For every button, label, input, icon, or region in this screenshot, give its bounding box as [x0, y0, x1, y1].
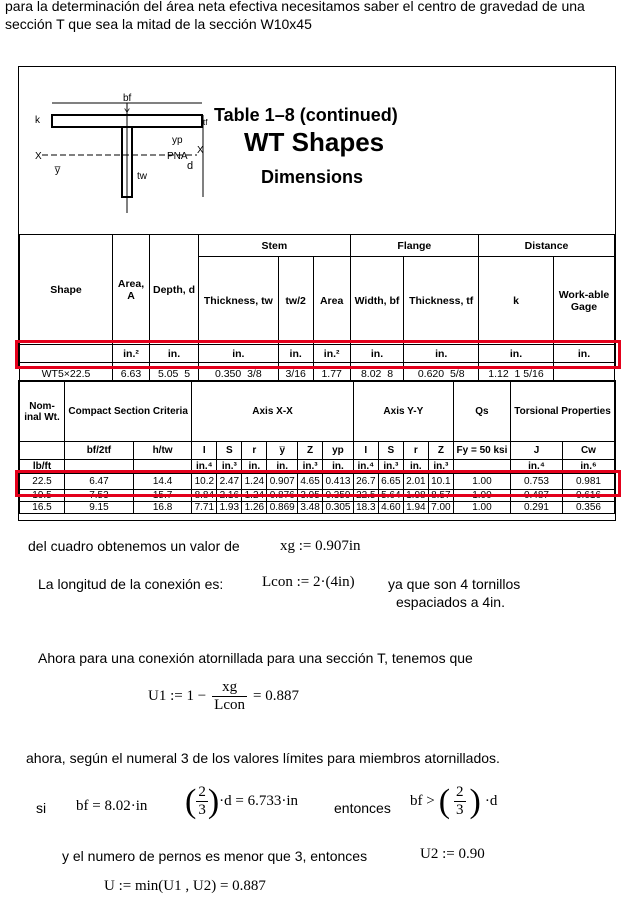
col-nominal: Nom-inal Wt.: [20, 382, 65, 442]
label-yp: yp: [172, 135, 183, 146]
u2-expression: U2 := 0.90: [420, 846, 485, 862]
bf-comparison: bf > ( $\frac{2}{3}$ ) ·d: [410, 782, 498, 820]
wt-properties-table: [18, 380, 616, 521]
table-section: Dimensions: [261, 167, 364, 187]
units-row: in.² in. in. in. in.² in. in. in. in.: [20, 345, 615, 363]
col-width: Width, bf: [350, 257, 404, 345]
u1-left: U1 := 1 −: [148, 687, 207, 704]
text-line-2c: espaciados a 4in.: [396, 594, 505, 610]
label-ybar: y̅: [55, 165, 60, 176]
table-row: 22.5 6.47 14.4 10.2 2.47 1.24 0.907 4.65 0.413 26.7 6.65 2.01 10.1 1.00 0.753 0.981: [20, 474, 615, 490]
col-tw2: tw/2: [278, 257, 313, 345]
d-value: ·d = 6.733·in: [219, 793, 299, 809]
lcon-expression: Lcon := 2·(4in): [262, 574, 355, 590]
col-gage: Work-able Gage: [554, 257, 615, 345]
text-line-2: La longitud de la conexión es:: [38, 576, 224, 592]
xg-expression: xg := 0.907in: [280, 538, 361, 554]
col-axis-y: Axis Y-Y: [353, 382, 453, 442]
text-line-2b: ya que son 4 tornillos: [388, 576, 521, 592]
t-section-diagram: [27, 73, 207, 223]
col-stem-thickness: Thickness, tw: [199, 257, 279, 345]
group-flange: Flange: [350, 235, 478, 257]
col-area: Area, A: [113, 235, 150, 345]
label-pna: PNA: [167, 151, 188, 162]
col-flange-thickness: Thickness, tf: [404, 257, 479, 345]
table-row: 16.5 9.15 16.8 7.71 1.93 1.26 0.869 3.48 0.305 18.3 4.60 1.94 7.00 1.00 0.291 0.356: [20, 502, 615, 514]
intro-text: para la determinación del área neta efectiva necesitamos saber el centro de gravedad de una sección T que sea la mitad de la sección W10x45: [5, 0, 585, 32]
group-stem: Stem: [199, 235, 351, 257]
u1-fraction: [212, 679, 247, 714]
table-title: Table 1–8 (continued): [214, 105, 398, 125]
label-bf: bf: [123, 93, 132, 104]
text-line-3: Ahora para una conexión atornillada para una sección T, tenemos que: [38, 650, 473, 666]
col-stem-area: Area: [313, 257, 350, 345]
label-x-right: X: [197, 145, 204, 156]
group-distance: Distance: [479, 235, 615, 257]
table-row: WT5×22.5 6.63 5.05 5 0.350 3/8 3/16 1.77 8.02 8 0.620 5/8 1.12 1 5/16: [20, 363, 615, 385]
text-line-5: y el numero de pernos es menor que 3, entonces: [62, 848, 368, 864]
u-expression: U := min(U1 , U2) = 0.887: [104, 878, 266, 894]
entonces-label: entonces: [334, 800, 391, 816]
label-x-left: X: [35, 151, 42, 162]
label-tw: tw: [137, 171, 147, 182]
u1-formula: [148, 672, 299, 720]
highlight-row-properties: [15, 470, 621, 497]
si-label: si: [36, 800, 47, 816]
label-d: d: [187, 160, 194, 172]
units-row: lb/ft in.⁴ in.³ in. in. in.³ in. in.⁴ in.³ in. in.³ in.⁴ in.⁶: [20, 460, 615, 474]
label-k: k: [35, 115, 40, 126]
wt-dimensions-table: [18, 66, 616, 380]
u1-denominator: Lcon: [214, 696, 245, 713]
label-tf: tf: [203, 118, 208, 127]
text-line-4: ahora, según el numeral 3 de los valores límites para miembros atornillados.: [26, 750, 500, 766]
col-torsional: Torsional Properties: [511, 382, 615, 442]
highlight-row-dimensions: [15, 340, 621, 369]
col-depth: Depth, d: [150, 235, 199, 345]
col-compact: Compact Section Criteria: [65, 382, 192, 442]
u1-right: = 0.887: [253, 687, 299, 704]
bf-expression: bf = 8.02·in: [76, 798, 148, 814]
u1-numerator: xg: [212, 679, 247, 697]
text-line-1: del cuadro obtenemos un valor de: [28, 538, 240, 554]
table-subtitle: WT Shapes: [244, 127, 385, 157]
subheader-row: bf/2tf h/tw I S r y̅ Z yp I S r Z Fy = 50 ksi J Cw: [20, 442, 615, 460]
two-thirds-d: ( $\frac{2}{3}$ ) ·d = 6.733·in: [185, 782, 299, 820]
col-k: k: [479, 257, 554, 345]
col-axis-x: Axis X-X: [192, 382, 354, 442]
table-row: 19.5 7.53 15.7 8.84 2.16 1.24 0.876 3.95 0.359 22.5 5.64 1.98 8.57 1.00 0.487 0.616: [20, 490, 615, 502]
label-y: Y: [124, 107, 131, 117]
col-qs: Qs: [453, 382, 510, 442]
col-shape: Shape: [20, 235, 113, 345]
